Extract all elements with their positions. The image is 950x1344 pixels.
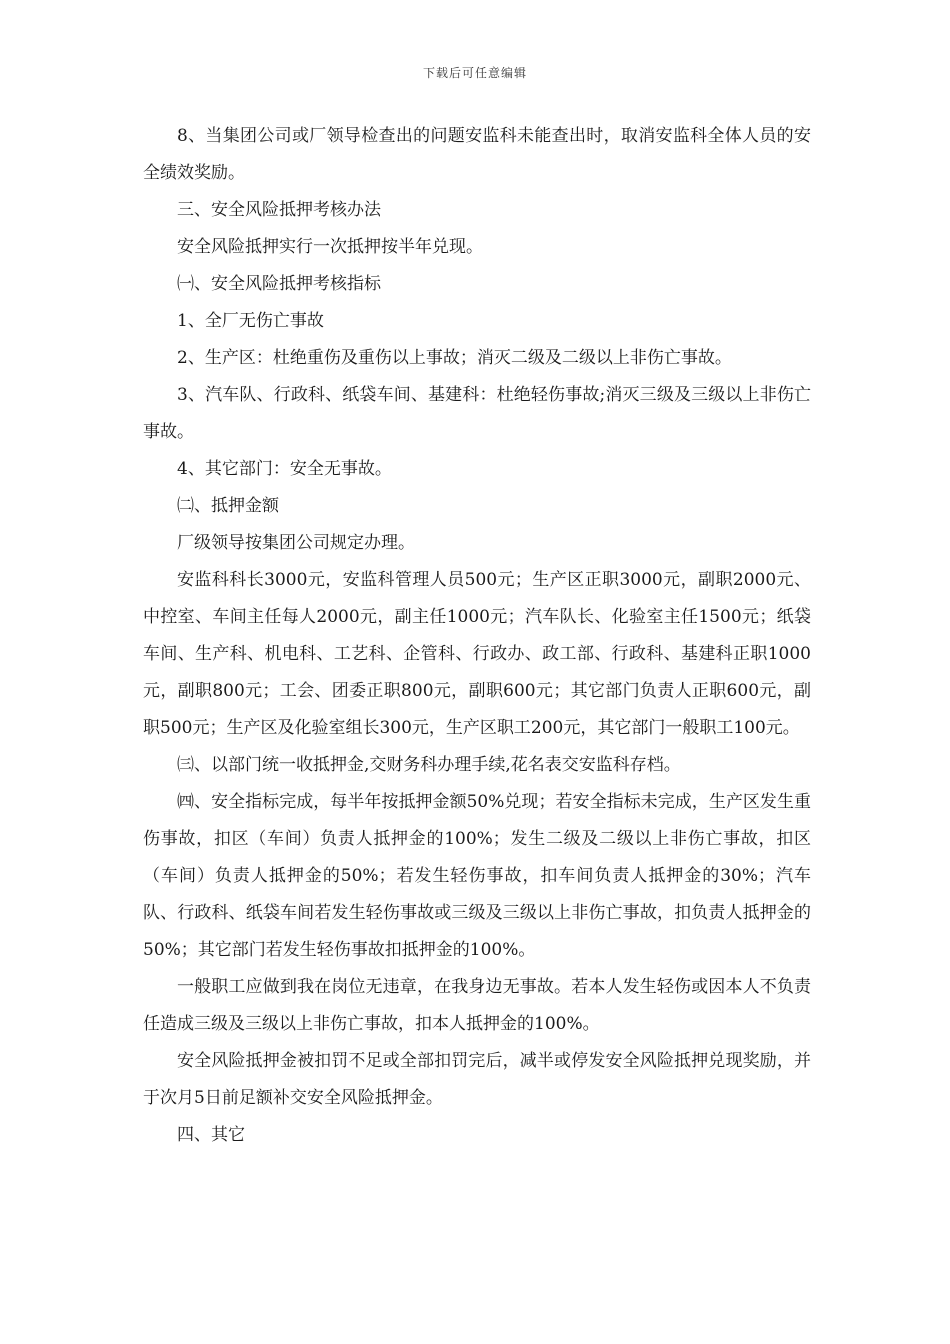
subheading-deposit-amount: ㈡、抵押金额 bbox=[177, 496, 279, 516]
paragraph-general-staff: 一般职工应做到我在岗位无违章，在我身边无事故。若本人发生轻伤或因本人不负责任造成三级及三级以上非伤亡事故，扣本人抵押金的100%。 bbox=[143, 977, 811, 1034]
section-heading-risk-deposit: 三、安全风险抵押考核办法 bbox=[177, 200, 381, 220]
subheading-collection: ㈢、以部门统一收抵押金,交财务科办理手续,花名表交安监科存档。 bbox=[177, 755, 681, 775]
paragraph-item-8: 8、当集团公司或厂领导检查出的问题安监科未能查出时，取消安监科全体人员的安全绩效奖励。 bbox=[143, 126, 811, 183]
document-body bbox=[143, 118, 811, 1154]
paragraph-indicator-1: 1、全厂无伤亡事故 bbox=[177, 311, 324, 331]
paragraph-indicator-2: 2、生产区：杜绝重伤及重伤以上事故；消灭二级及二级以上非伤亡事故。 bbox=[177, 348, 732, 368]
paragraph-indicator-4: 4、其它部门：安全无事故。 bbox=[177, 459, 392, 479]
subheading-assessment-indicators: ㈠、安全风险抵押考核指标 bbox=[177, 274, 381, 294]
paragraph-redemption-rules: ㈣、安全指标完成，每半年按抵押金额50%兑现；若安全指标未完成，生产区发生重伤事故，扣区（车间）负责人抵押金的100%；发生二级及二级以上非伤亡事故，扣区（车间）负责人抵押金的50%；若发生轻伤事故，扣车间负责人抵押金的30%；汽车队、行政科、纸袋车间若发生轻伤事故或三级及三级以上非伤亡事故，扣负责人抵押金的50%；其它部门若发生轻伤事故扣抵押金的100%。 bbox=[143, 792, 811, 960]
paragraph-deposit-amounts: 安监科科长3000元，安监科管理人员500元；生产区正职3000元，副职2000元、中控室、车间主任每人2000元，副主任1000元；汽车队长、化验室主任1500元；纸袋车间、生产科、机电科、工艺科、企管科、行政办、政工部、行政科、基建科正职1000元，副职800元；工会、团委正职800元，副职600元；其它部门负责人正职600元，副职500元；生产区及化验室组长300元，生产区职工200元，其它部门一般职工100元。 bbox=[143, 570, 811, 738]
page-header-note: 下载后可任意编辑 bbox=[422, 66, 527, 80]
paragraph-deposit-policy: 安全风险抵押实行一次抵押按半年兑现。 bbox=[177, 237, 483, 257]
paragraph-replenishment: 安全风险抵押金被扣罚不足或全部扣罚完后，减半或停发安全风险抵押兑现奖励，并于次月5日前足额补交安全风险抵押金。 bbox=[143, 1051, 811, 1108]
paragraph-indicator-3: 3、汽车队、行政科、纸袋车间、基建科：杜绝轻伤事故;消灭三级及三级以上非伤亡事故。 bbox=[143, 385, 811, 442]
section-heading-others: 四、其它 bbox=[177, 1125, 245, 1145]
paragraph-factory-leaders: 厂级领导按集团公司规定办理。 bbox=[177, 533, 415, 553]
